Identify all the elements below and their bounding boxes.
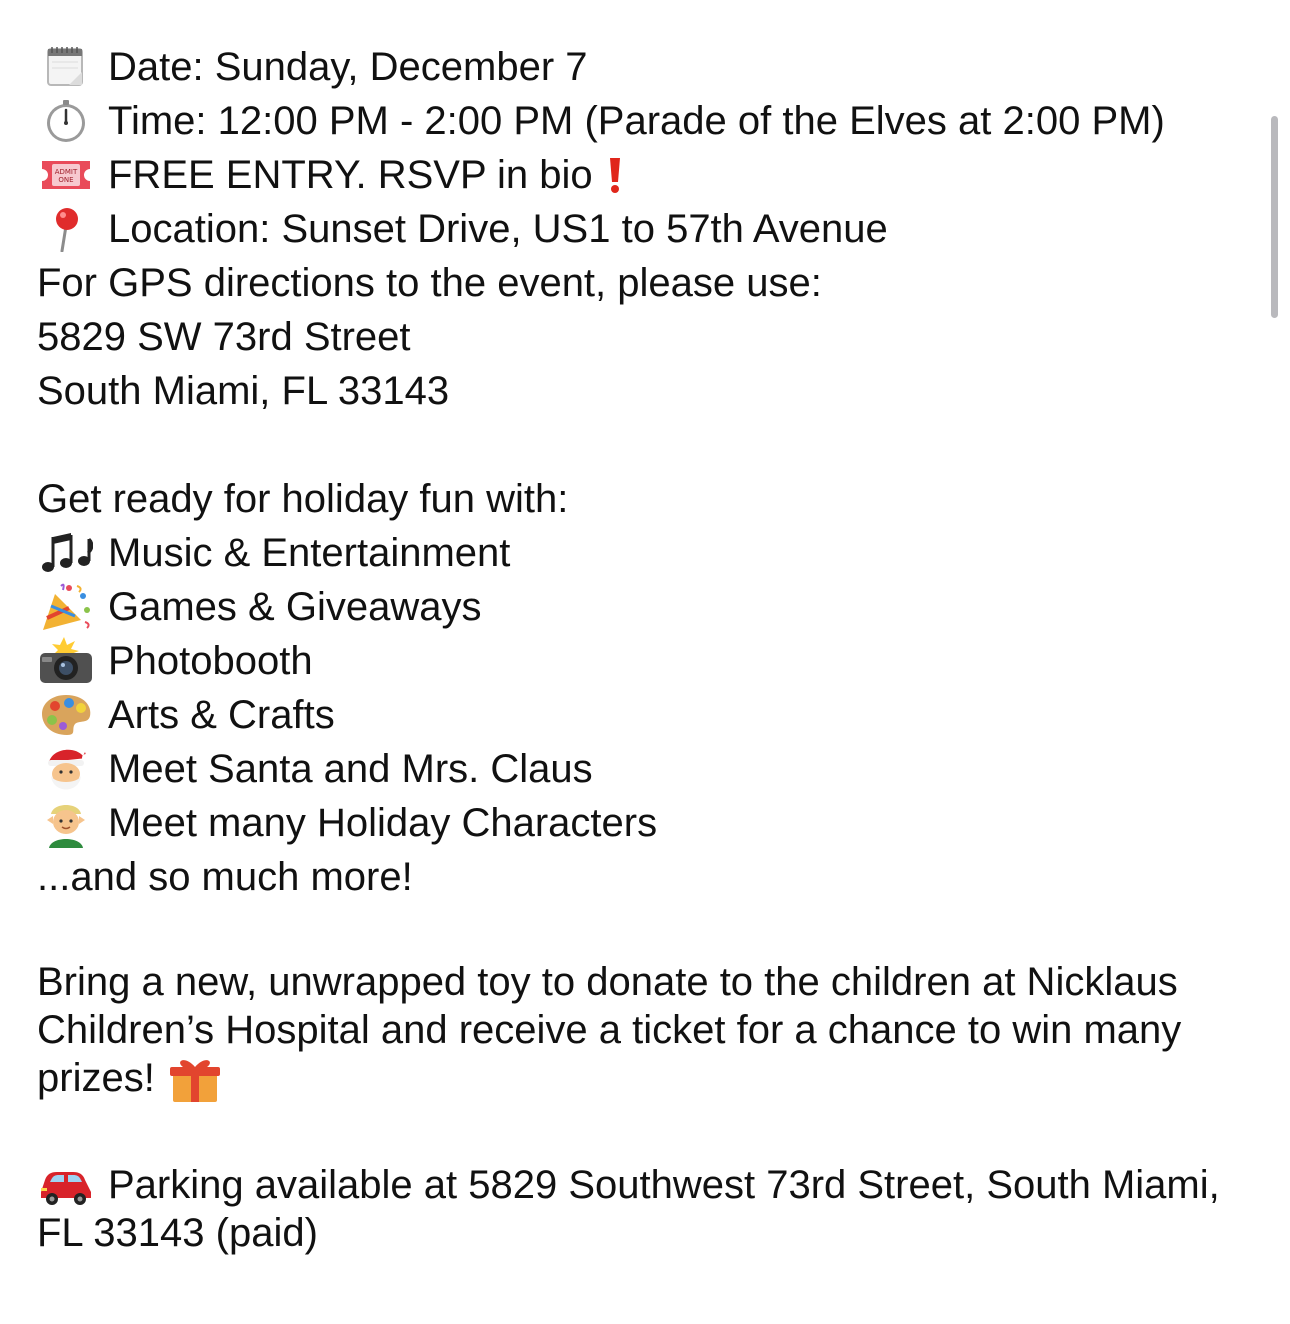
- gps-street: 5829 SW 73rd Street: [37, 315, 411, 359]
- activity-label: Meet many Holiday Characters: [108, 801, 658, 845]
- activities-outro: ...and so much more!: [37, 855, 413, 899]
- event-description: [37, 40, 1262, 1257]
- gps-city: South Miami, FL 33143: [37, 369, 450, 413]
- location-line: [37, 202, 1262, 256]
- time-line: [37, 94, 1262, 148]
- gift-icon: [167, 1055, 223, 1103]
- entry-line: [37, 148, 1262, 202]
- gps-intro: For GPS directions to the event, please use:: [37, 261, 822, 305]
- activities-intro: Get ready for holiday fun with:: [37, 477, 569, 521]
- party-popper-icon: [37, 584, 95, 630]
- santa-icon: [37, 746, 95, 792]
- activity-item: [37, 688, 1262, 742]
- exclamation-icon: [607, 156, 623, 194]
- entry-text: FREE ENTRY. RSVP in bio: [108, 153, 593, 197]
- stopwatch-icon: [37, 98, 95, 144]
- activity-item: [37, 742, 1262, 796]
- palette-icon: [37, 692, 95, 738]
- music-notes-icon: [37, 530, 95, 576]
- camera-flash-icon: [37, 638, 95, 684]
- activity-label: Photobooth: [108, 639, 313, 683]
- parking-text: Parking available at 5829 Southwest 73rd Street, South Miami, FL 33143 (paid): [37, 1163, 1220, 1255]
- activity-item: [37, 796, 1262, 850]
- pin-icon: [37, 206, 95, 252]
- svg-text:ONE: ONE: [58, 176, 74, 184]
- donation-text: Bring a new, unwrapped toy to donate to the children at Nicklaus Children’s Hospital and receive a ticket for a chance to win many prizes!: [37, 960, 1182, 1100]
- car-icon: [37, 1162, 95, 1206]
- donation-paragraph: [37, 958, 1262, 1103]
- activity-label: Meet Santa and Mrs. Claus: [108, 747, 593, 791]
- location-text: Location: Sunset Drive, US1 to 57th Avenue: [108, 207, 888, 251]
- activity-item: [37, 634, 1262, 688]
- scrollbar[interactable]: [1271, 116, 1278, 318]
- date-line: [37, 40, 1262, 94]
- spacer: [37, 904, 1262, 958]
- activity-label: Games & Giveaways: [108, 585, 482, 629]
- calendar-icon: [37, 44, 95, 90]
- svg-text:ADMIT: ADMIT: [54, 168, 78, 176]
- ticket-icon: [37, 152, 95, 198]
- elf-icon: [37, 800, 95, 846]
- activity-item: [37, 526, 1262, 580]
- parking-paragraph: [37, 1161, 1262, 1257]
- activity-item: [37, 580, 1262, 634]
- spacer: [37, 1103, 1262, 1161]
- activity-label: Music & Entertainment: [108, 531, 511, 575]
- date-text: Date: Sunday, December 7: [108, 45, 588, 89]
- time-text: Time: 12:00 PM - 2:00 PM (Parade of the Elves at 2:00 PM): [108, 99, 1165, 143]
- spacer: [37, 418, 1262, 472]
- activity-label: Arts & Crafts: [108, 693, 335, 737]
